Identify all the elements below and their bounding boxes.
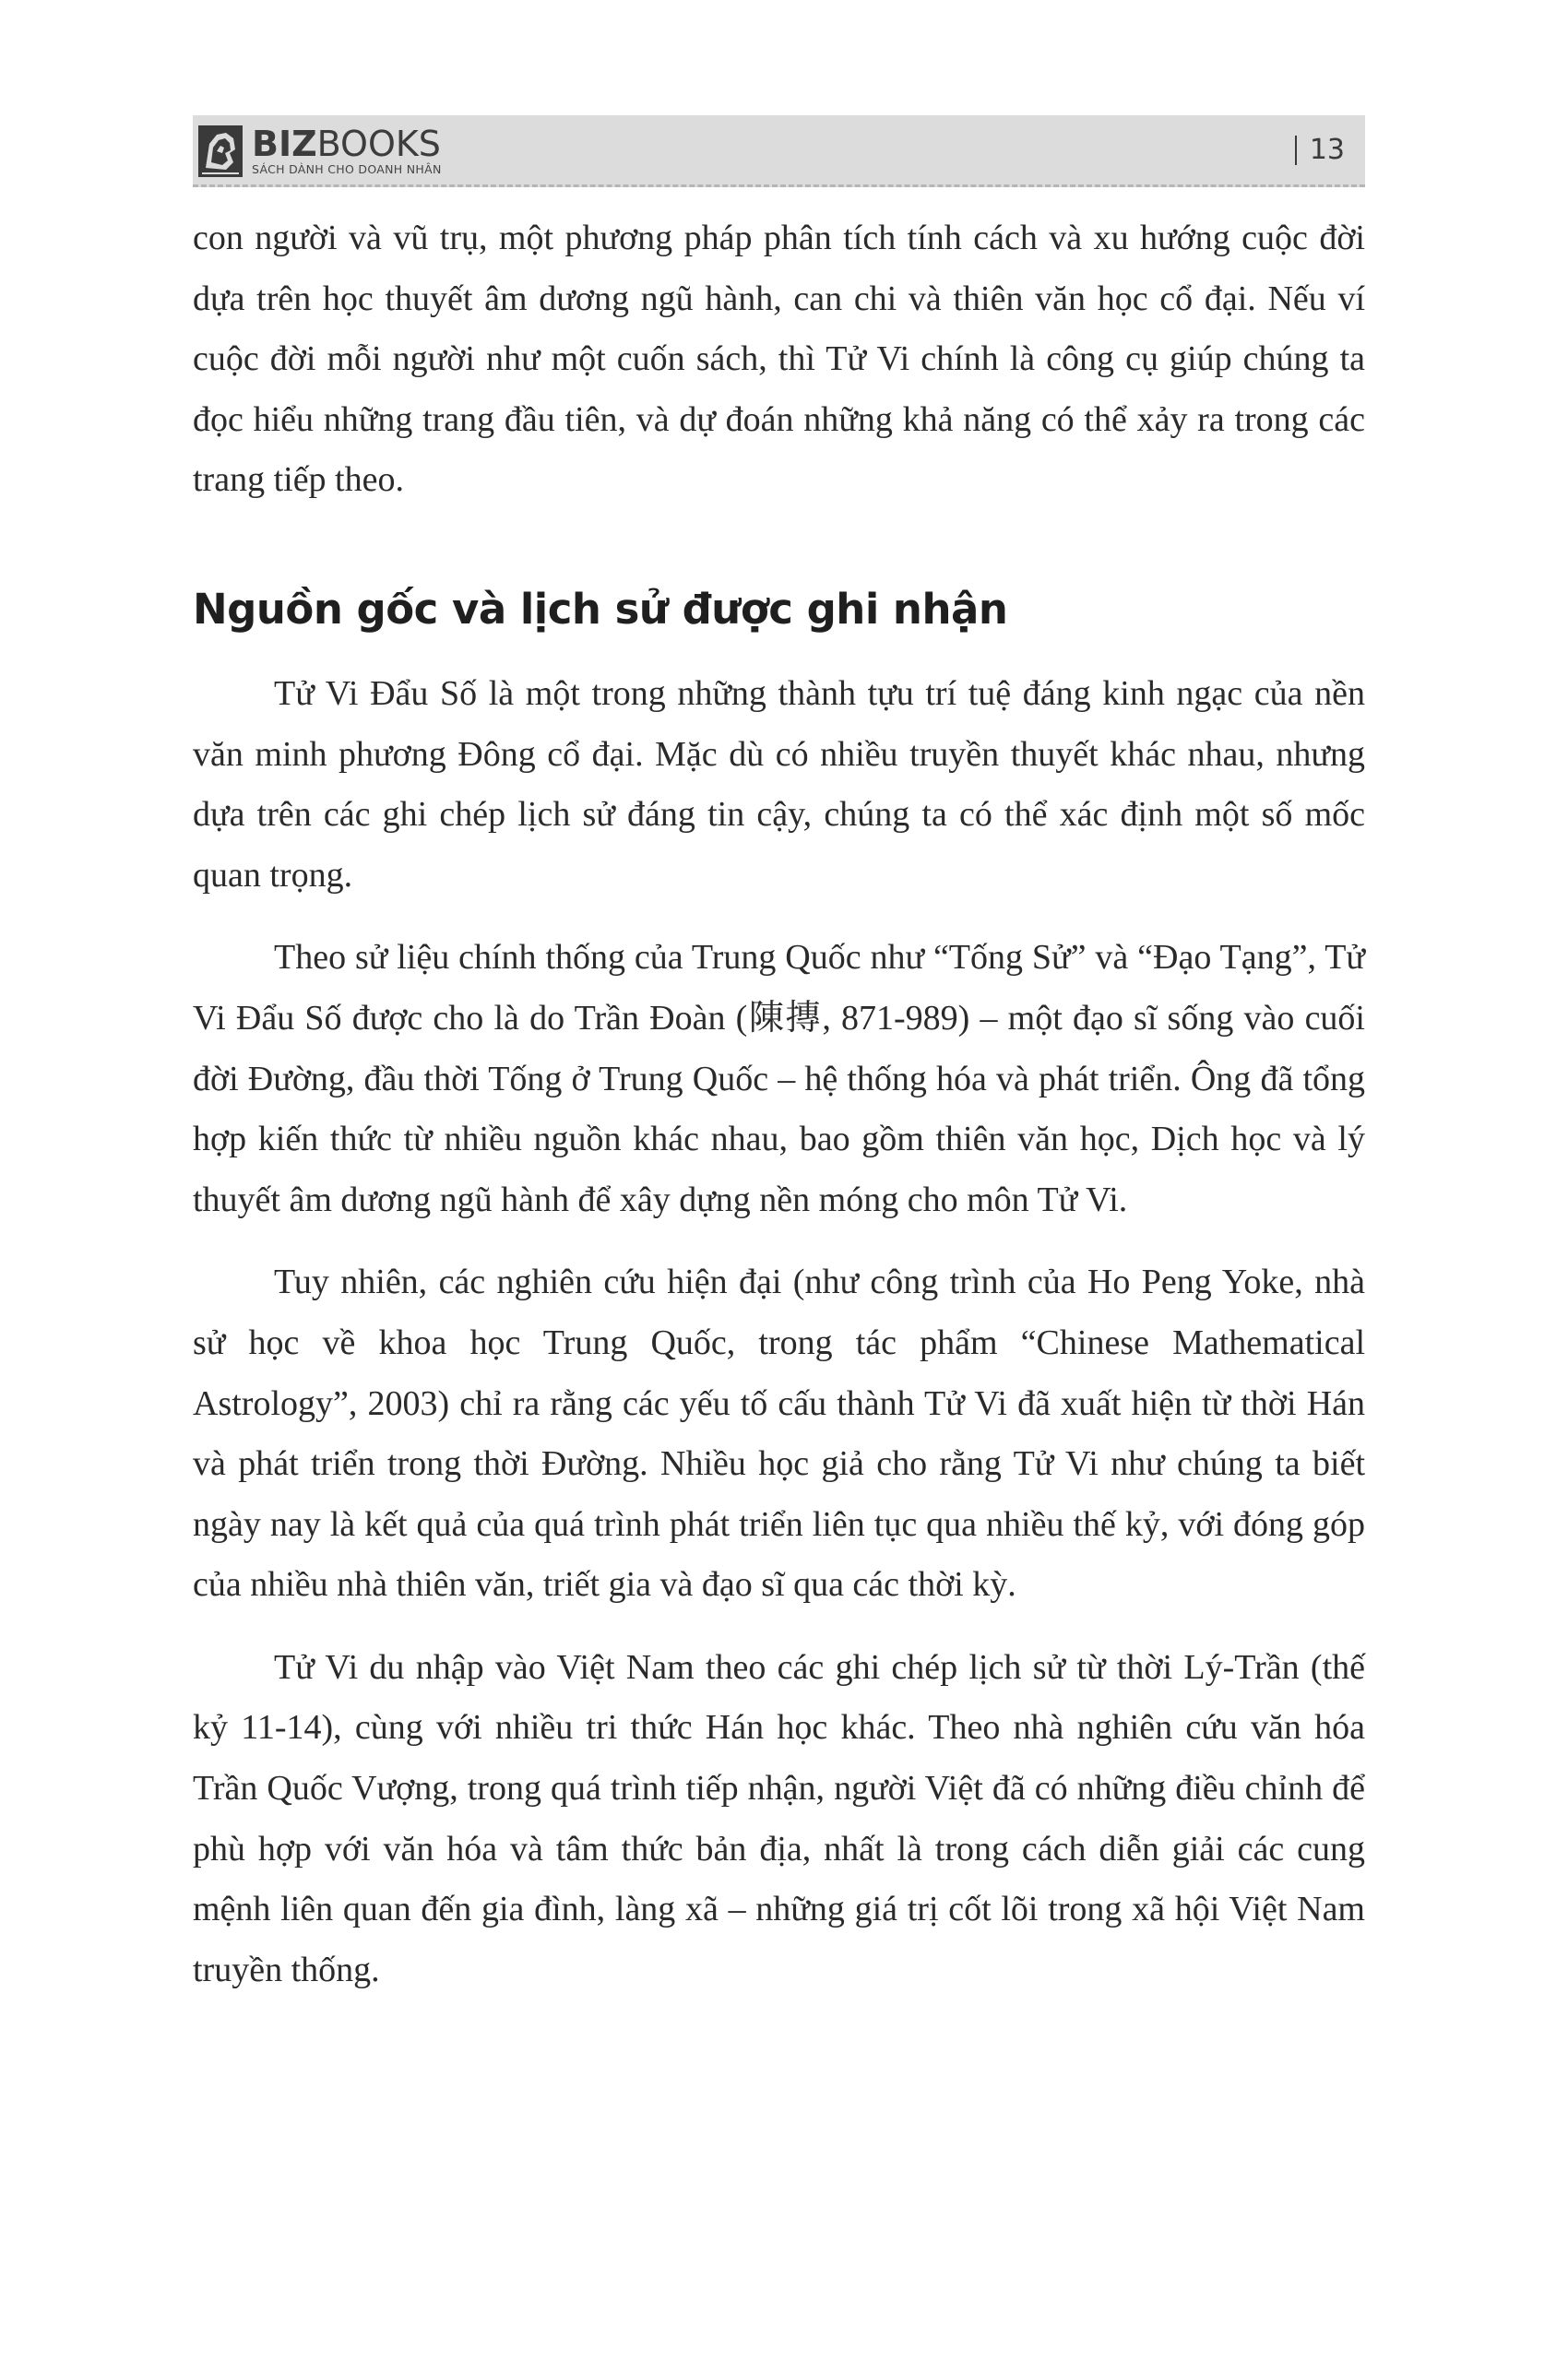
bizbooks-logo [198,123,442,180]
brand-light: BOOKS [316,124,441,164]
brand-tagline: SÁCH DÀNH CHO DOANH NHÂN [252,162,442,176]
page-number-separator [1295,136,1297,165]
page-number-value: 13 [1309,134,1345,166]
brand-name [252,125,442,162]
body-paragraph: Tuy nhiên, các nghiên cứu hiện đại (như công trình của Ho Peng Yoke, nhà sử học về khoa học Trung Quốc, trong tác phẩm “Chinese Mathematical Astrology”, 2003) chỉ ra rằng các yếu tố cấu thành Tử Vi đã xuất hiện từ thời Hán và phát triển trong thời Đường. Nhiều học giả cho rằng Tử Vi như chúng ta biết ngày nay là kết quả của quá trình phát triển liên tục qua nhiều thế kỷ, với đóng góp của nhiều nhà thiên văn, triết gia và đạo sĩ qua các thời kỳ. [193,1263,1365,1605]
page-body [193,208,1365,2000]
body-paragraph: Theo sử liệu chính thống của Trung Quốc như “Tống Sử” và “Đạo Tạng”, Tử Vi Đẩu Số được cho là do Trần Đoàn (陳摶, 871-989) – một đạo sĩ sống vào cuối đời Đường, đầu thời Tống ở Trung Quốc – hệ thống hóa và phát triển. Ông đã tổng hợp kiến thức từ nhiều nguồn khác nhau, bao gồm thiên văn học, Dịch học và lý thuyết âm dương ngũ hành để xây dựng nền móng cho môn Tử Vi. [193,938,1365,1219]
page-header [193,115,1365,187]
brand-bold: BIZ [252,124,317,164]
page-number [1295,134,1345,167]
lion-head-icon [198,125,243,177]
continuation-paragraph: con người và vũ trụ, một phương pháp phân tích tính cách và xu hướng cuộc đời dựa trên học thuyết âm dương ngũ hành, can chi và thiên văn học cổ đại. Nếu ví cuộc đời mỗi người như một cuốn sách, thì Tử Vi chính là công cụ giúp chúng ta đọc hiểu những trang đầu tiên, và dự đoán những khả năng có thể xảy ra trong các trang tiếp theo. [193,219,1365,500]
section-heading: Nguồn gốc và lịch sử được ghi nhận [193,584,1008,634]
body-paragraph: Tử Vi Đẩu Số là một trong những thành tựu trí tuệ đáng kinh ngạc của nền văn minh phương Đông cổ đại. Mặc dù có nhiều truyền thuyết khác nhau, nhưng dựa trên các ghi chép lịch sử đáng tin cậy, chúng ta có thể xác định một số mốc quan trọng. [193,673,1365,895]
body-paragraph: Tử Vi du nhập vào Việt Nam theo các ghi chép lịch sử từ thời Lý-Trần (thế kỷ 11-14), cùng với nhiều tri thức Hán học khác. Theo nhà nghiên cứu văn hóa Trần Quốc Vượng, trong quá trình tiếp nhận, người Việt đã có những điều chỉnh để phù hợp với văn hóa và tâm thức bản địa, nhất là trong cách diễn giải các cung mệnh liên quan đến gia đình, làng xã – những giá trị cốt lõi trong xã hội Việt Nam truyền thống. [193,1647,1365,1989]
